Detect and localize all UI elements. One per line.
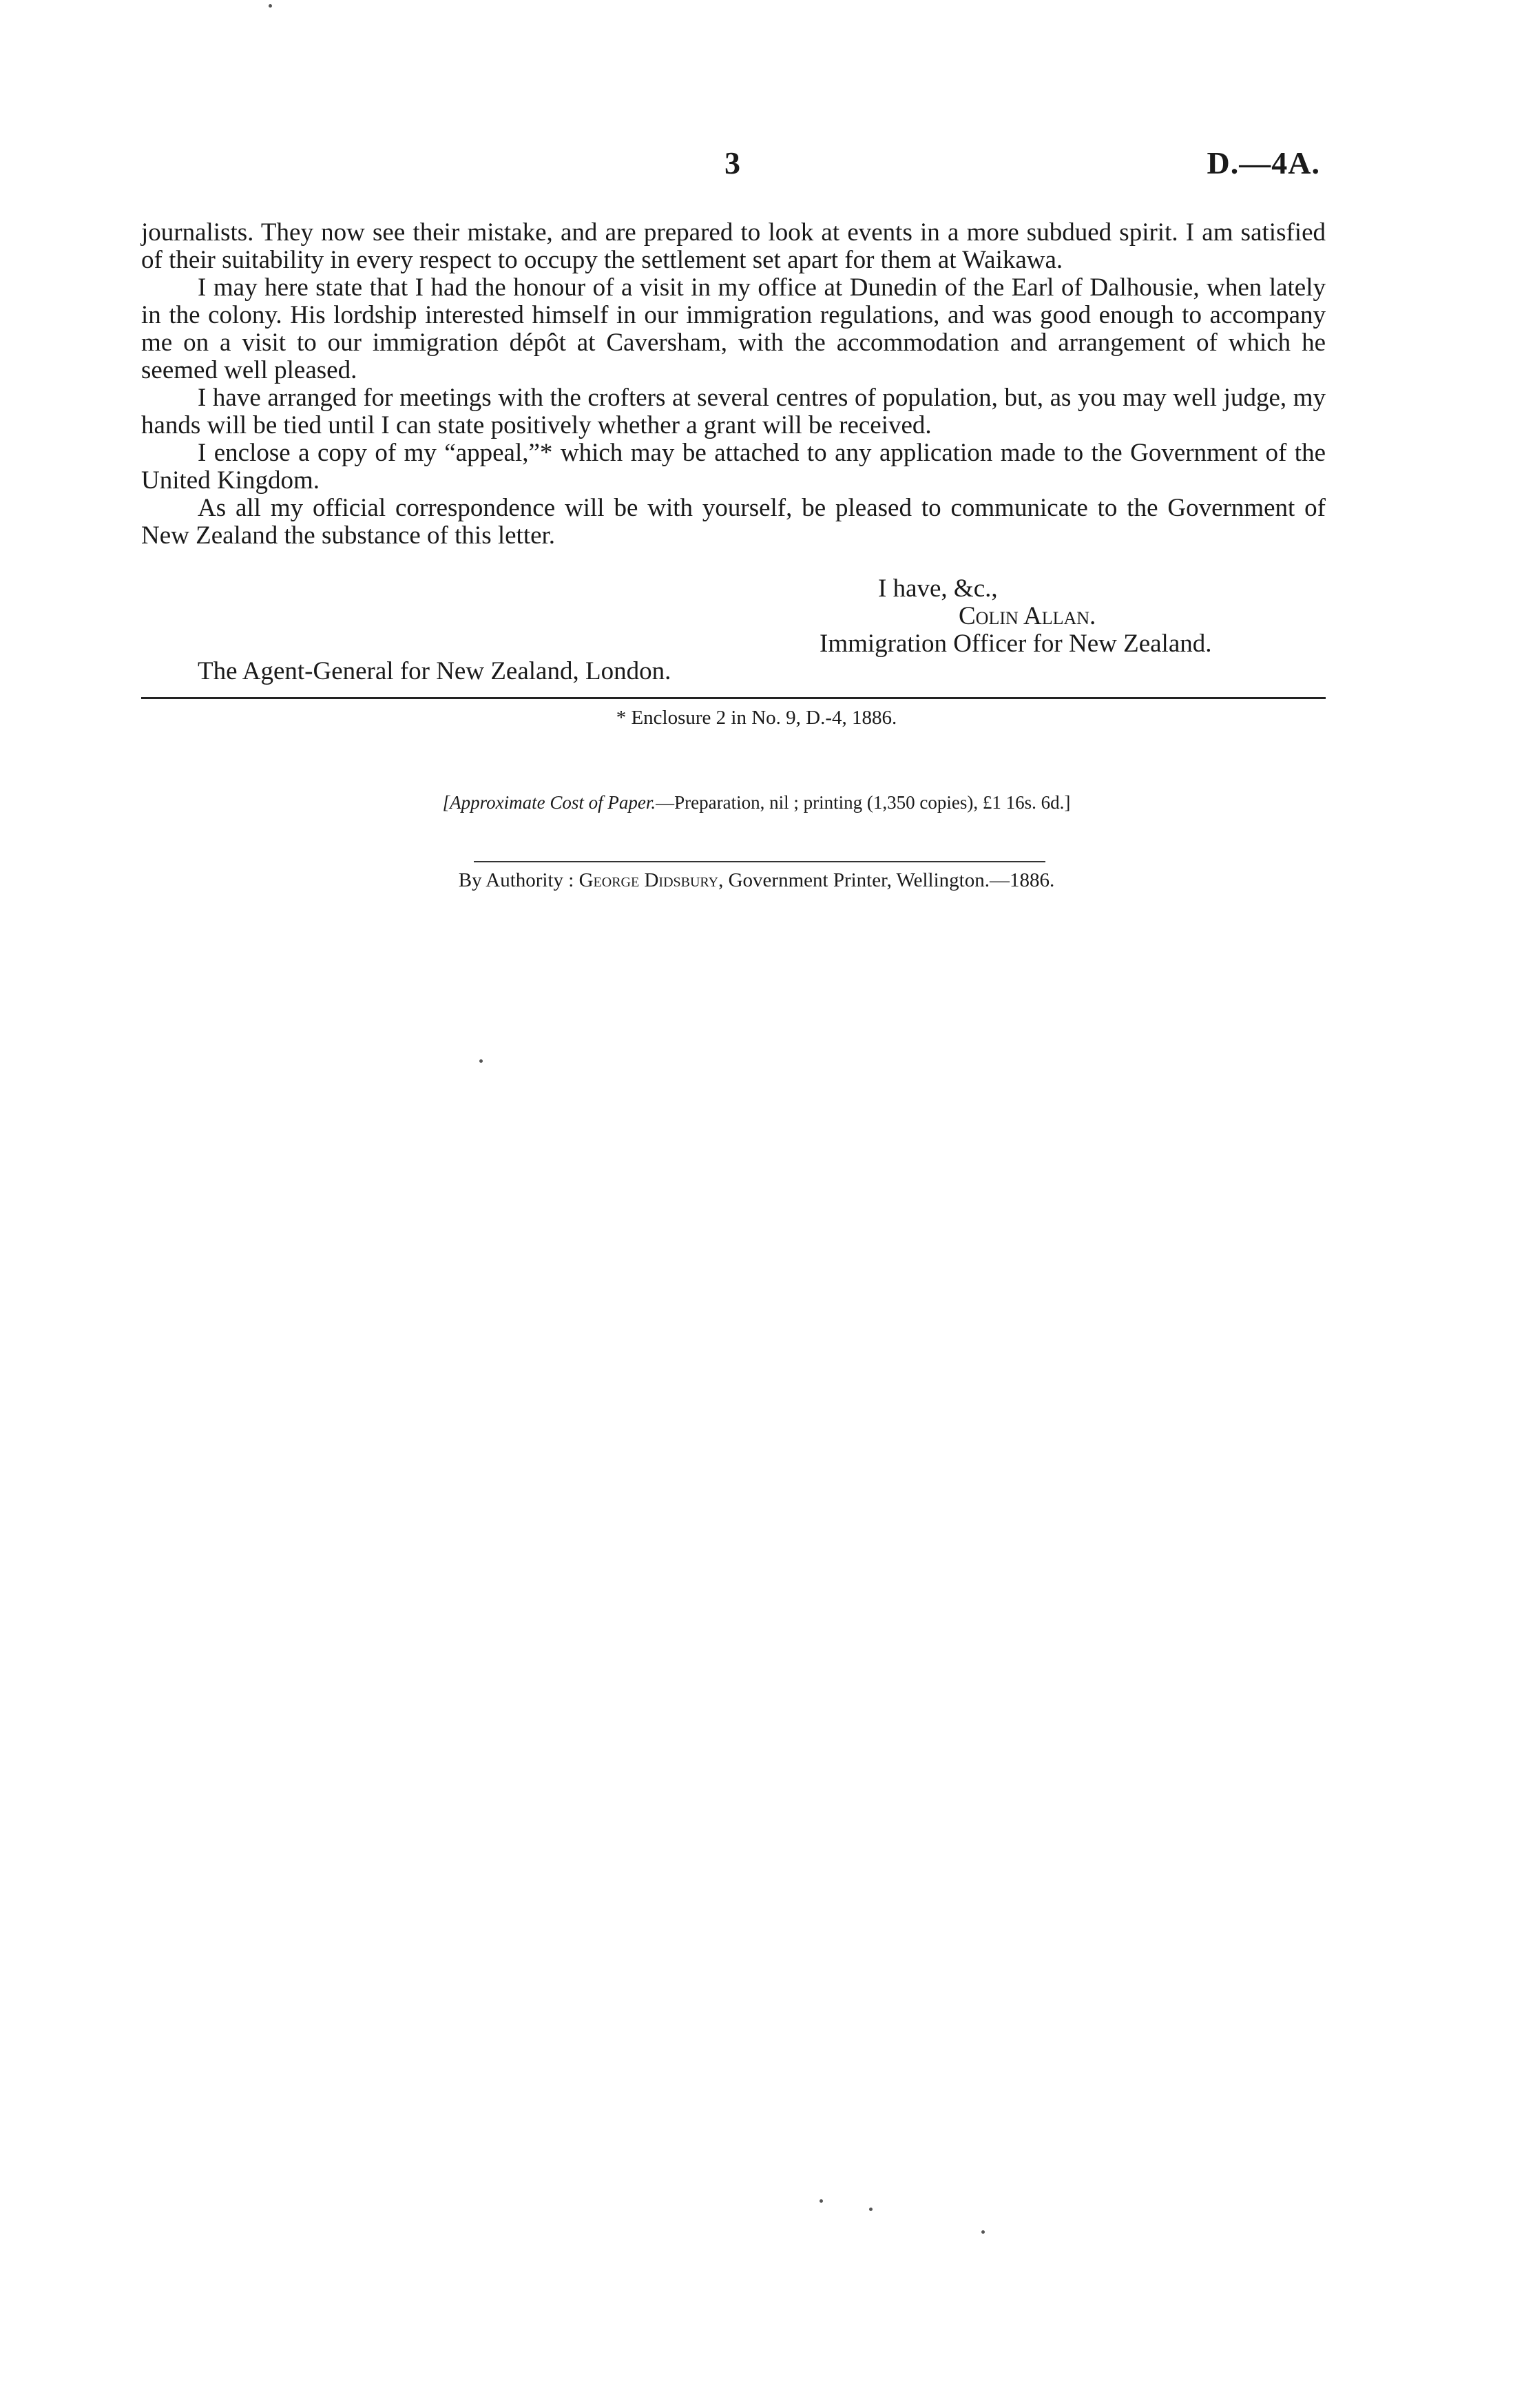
- letter-paragraph: I enclose a copy of my “appeal,”* which may be attached to any application made to the Government of the United Kingdom.: [141, 439, 1326, 495]
- closing: I have, &c.,: [878, 574, 998, 603]
- paper-speck: [981, 2230, 985, 2234]
- cost-note-label: [Approximate Cost of Paper.: [442, 792, 656, 813]
- imprint-suffix: Government Printer, Wellington.—1886.: [728, 869, 1055, 891]
- footnote: [0, 707, 1513, 729]
- paper-speck: [269, 4, 272, 8]
- addressee: The Agent-General for New Zealand, London.: [198, 657, 671, 685]
- imprint: [0, 869, 1513, 892]
- cost-note-text: —Preparation, nil ; printing (1,350 copies), £1 16s. 6d.]: [656, 792, 1071, 813]
- paper-speck: [820, 2199, 823, 2203]
- imprint-prefix: By Authority :: [458, 869, 574, 891]
- signatory-title: Immigration Officer for New Zealand.: [820, 630, 1212, 658]
- letter-body: [141, 219, 1326, 550]
- footnote-text: * Enclosure 2 in No. 9, D.-4, 1886.: [616, 707, 897, 729]
- signatory-name: Colin Allan.: [959, 602, 1096, 630]
- paper-speck: [479, 1059, 483, 1063]
- cost-note: [0, 792, 1513, 813]
- paper-speck: [869, 2208, 873, 2211]
- divider-rule-short: [474, 861, 1045, 862]
- letter-paragraph: I have arranged for meetings with the crofters at several centres of population, but, as you may well judge, my hands will be tied until I can state positively whether a grant will be received.: [141, 384, 1326, 439]
- letter-paragraph: I may here state that I had the honour of a visit in my office at Dunedin of the Earl of Dalhousie, when lately in the colony. His lordship interested himself in our immigration regulations, and was good enough to accompany me on a visit to our immigration dépôt at Caversham, with the accommodation and arrangement of which he seemed well pleased.: [141, 273, 1326, 384]
- page-number: 3: [724, 145, 740, 180]
- letter-paragraph: As all my official correspondence will be with yourself, be pleased to communicate to the Government of New Zealand the substance of this letter.: [141, 494, 1326, 550]
- divider-rule: [141, 697, 1326, 699]
- printer-name: George Didsbury,: [578, 869, 724, 891]
- letter-paragraph: journalists. They now see their mistake, and are prepared to look at events in a more subdued spirit. I am satisfied of their suitability in every respect to occupy the settlement set apart for them at Waikawa.: [141, 218, 1326, 274]
- document-reference: D.—4A.: [1207, 145, 1320, 180]
